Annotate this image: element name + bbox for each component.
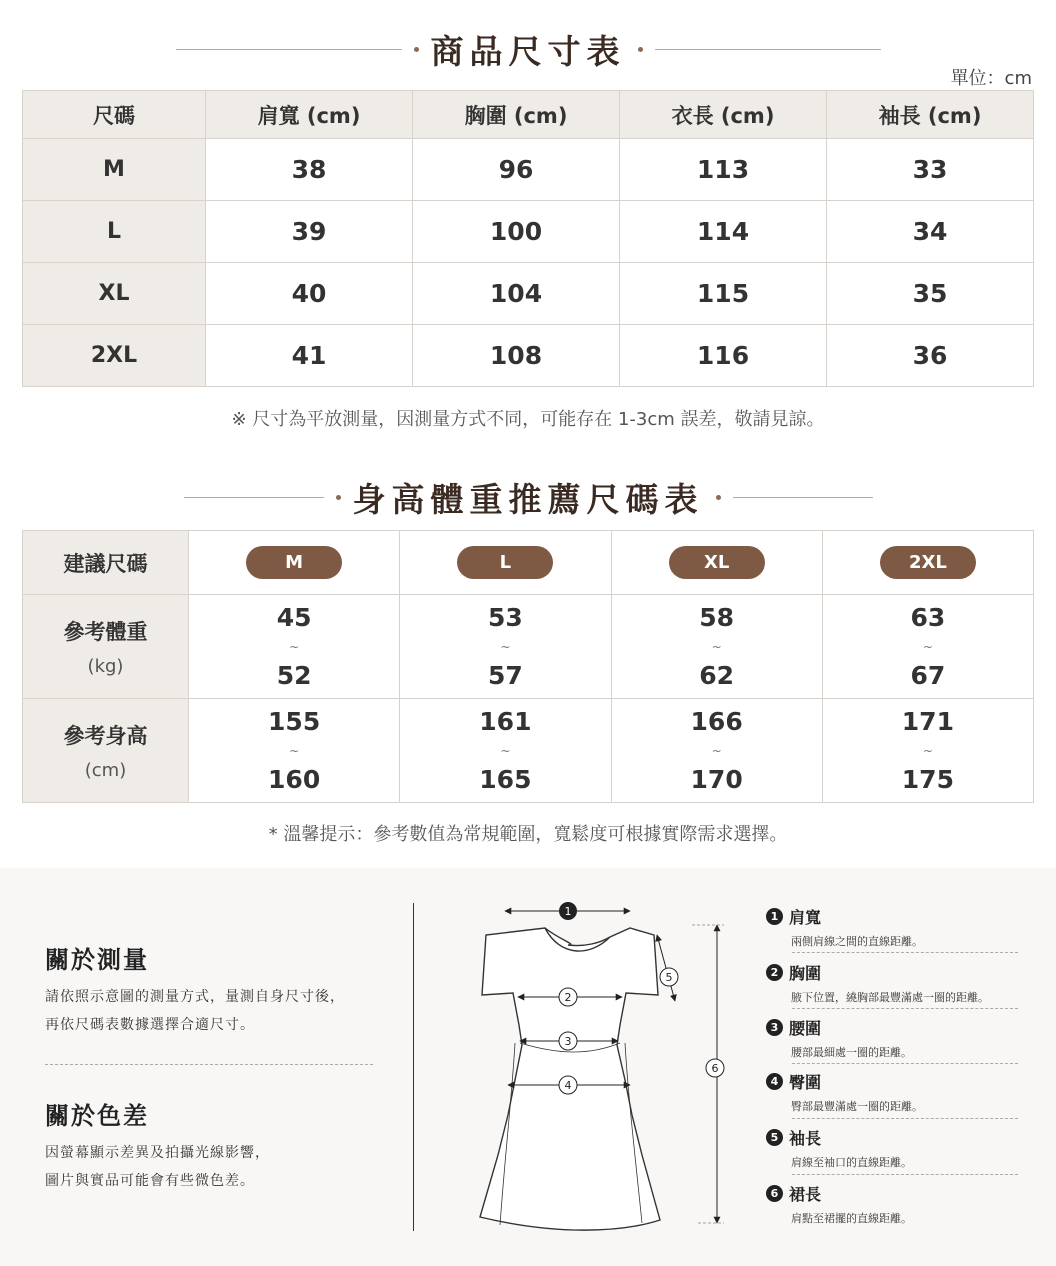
legend-number: 3 xyxy=(766,1019,783,1036)
range-max: 62 xyxy=(699,660,735,690)
weight-cell xyxy=(822,595,1033,699)
size-cell xyxy=(400,531,611,595)
measure-line: 再依尺碼表數據選擇合適尺寸。 xyxy=(45,1017,255,1033)
legend-divider xyxy=(792,1008,1018,1009)
legend-item-shoulder xyxy=(766,905,1018,949)
range-tilde: ~ xyxy=(711,639,722,654)
weight-row-label xyxy=(23,595,189,699)
title-divider xyxy=(176,49,402,50)
range-tilde: ~ xyxy=(922,639,933,654)
svg-text:3: 3 xyxy=(564,1035,572,1048)
header-size: 尺碼 xyxy=(23,91,206,139)
measure-line: 請依照示意圖的測量方式，量測自身尺寸後， xyxy=(45,989,345,1005)
size-row-label: 建議尺碼 xyxy=(23,531,189,595)
svg-text:6: 6 xyxy=(711,1062,719,1075)
legend-number: 1 xyxy=(766,908,783,925)
table-row xyxy=(23,263,1034,325)
diagram-number-5 xyxy=(660,968,678,986)
legend-name: 臀圍 xyxy=(789,1073,822,1092)
svg-text:4: 4 xyxy=(564,1079,572,1092)
legend-name: 胸圍 xyxy=(789,964,822,983)
legend-desc: 臀部最豐滿處一圈的距離。 xyxy=(791,1100,923,1113)
info-divider xyxy=(45,1064,373,1065)
measure-title: 關於測量 xyxy=(45,946,149,974)
range-max: 57 xyxy=(487,660,523,690)
dress-diagram xyxy=(460,895,750,1240)
table-cell: 113 xyxy=(620,139,827,201)
header-sleeve: 袖長 (cm) xyxy=(827,91,1034,139)
title-dot xyxy=(414,47,419,52)
header-length: 衣長 (cm) xyxy=(620,91,827,139)
table-cell: 34 xyxy=(827,201,1034,263)
range-max: 67 xyxy=(910,660,946,690)
legend-number: 4 xyxy=(766,1073,783,1090)
table-cell: 104 xyxy=(413,263,620,325)
legend-item-length xyxy=(766,1182,1018,1226)
range-min: 161 xyxy=(479,706,532,736)
header-bust: 胸圍 (cm) xyxy=(413,91,620,139)
range-tilde: ~ xyxy=(922,743,933,758)
color-text xyxy=(45,1139,270,1195)
range-min: 45 xyxy=(276,602,312,632)
size-cell: XL xyxy=(23,263,206,325)
title-divider xyxy=(655,49,881,50)
table-row xyxy=(23,325,1034,387)
weight-label: 參考體重 xyxy=(63,620,148,644)
height-unit: (cm) xyxy=(84,760,127,781)
table-cell: 41 xyxy=(206,325,413,387)
legend-desc: 肩點至裙擺的直線距離。 xyxy=(791,1212,912,1225)
svg-text:2: 2 xyxy=(564,991,572,1004)
legend-number: 6 xyxy=(766,1185,783,1202)
weight-cell xyxy=(400,595,611,699)
header-shoulder: 肩寬 (cm) xyxy=(206,91,413,139)
range-tilde: ~ xyxy=(500,743,511,758)
table-cell: 115 xyxy=(620,263,827,325)
size-pill: L xyxy=(457,546,553,579)
range-tilde: ~ xyxy=(289,743,300,758)
range-tilde: ~ xyxy=(500,639,511,654)
table-row xyxy=(23,139,1034,201)
legend-name: 腰圍 xyxy=(789,1019,822,1038)
recommendation-title: 身高體重推薦尺碼表 xyxy=(352,480,704,519)
table-cell: 38 xyxy=(206,139,413,201)
vertical-divider xyxy=(413,903,414,1231)
size-pill: 2XL xyxy=(880,546,976,579)
legend-desc: 腋下位置，繞胸部最豐滿處一圈的距離。 xyxy=(791,991,989,1004)
title-divider xyxy=(733,497,873,498)
range-max: 160 xyxy=(268,764,321,794)
recommendation-table xyxy=(22,530,1034,803)
size-cell xyxy=(189,531,400,595)
legend-item-bust xyxy=(766,961,1018,1005)
diagram-number-2 xyxy=(559,988,577,1006)
size-table-header-row xyxy=(23,91,1034,139)
weight-cell xyxy=(189,595,400,699)
height-cell xyxy=(611,699,822,803)
weight-row xyxy=(23,595,1034,699)
legend-divider xyxy=(792,1118,1018,1119)
diagram-number-4 xyxy=(559,1076,577,1094)
legend-divider xyxy=(792,1063,1018,1064)
size-chart-title-row xyxy=(0,26,1056,73)
range-min: 53 xyxy=(487,602,523,632)
size-pill: M xyxy=(246,546,342,579)
height-row xyxy=(23,699,1034,803)
svg-text:1: 1 xyxy=(564,905,572,918)
title-dot xyxy=(716,495,721,500)
legend-name: 裙長 xyxy=(789,1185,822,1204)
diagram-number-1 xyxy=(559,902,577,920)
range-min: 58 xyxy=(699,602,735,632)
measure-text xyxy=(45,983,345,1039)
diagram-number-3 xyxy=(559,1032,577,1050)
legend-divider xyxy=(792,1174,1018,1175)
unit-label: 單位：cm xyxy=(950,68,1032,89)
legend-number: 5 xyxy=(766,1129,783,1146)
range-min: 63 xyxy=(910,602,946,632)
size-chart-title: 商品尺寸表 xyxy=(430,32,626,71)
legend-desc: 肩線至袖口的直線距離。 xyxy=(791,1156,912,1169)
range-tilde: ~ xyxy=(711,743,722,758)
range-tilde: ~ xyxy=(289,639,300,654)
table-cell: 108 xyxy=(413,325,620,387)
size-chart-note: ※ 尺寸為平放測量，因測量方式不同，可能存在 1-3cm 誤差，敬請見諒。 xyxy=(231,409,825,430)
height-cell xyxy=(822,699,1033,803)
size-cell: 2XL xyxy=(23,325,206,387)
color-line: 因螢幕顯示差異及拍攝光線影響， xyxy=(45,1145,270,1161)
range-max: 165 xyxy=(479,764,532,794)
table-row xyxy=(23,201,1034,263)
range-max: 170 xyxy=(690,764,743,794)
legend-desc: 腰部最細處一圈的距離。 xyxy=(791,1046,912,1059)
table-cell: 96 xyxy=(413,139,620,201)
table-cell: 114 xyxy=(620,201,827,263)
table-cell: 116 xyxy=(620,325,827,387)
table-cell: 33 xyxy=(827,139,1034,201)
legend-item-hip xyxy=(766,1070,1018,1114)
range-max: 175 xyxy=(901,764,954,794)
size-table xyxy=(22,90,1034,387)
table-cell: 35 xyxy=(827,263,1034,325)
legend-item-waist xyxy=(766,1016,1018,1060)
size-cell: M xyxy=(23,139,206,201)
table-cell: 100 xyxy=(413,201,620,263)
legend-number: 2 xyxy=(766,964,783,981)
size-cell xyxy=(822,531,1033,595)
range-min: 155 xyxy=(268,706,321,736)
recommendation-note: * 溫馨提示：參考數值為常規範圍，寬鬆度可根據實際需求選擇。 xyxy=(268,824,788,845)
size-row xyxy=(23,531,1034,595)
legend-desc: 兩側肩線之間的直線距離。 xyxy=(791,935,923,948)
diagram-number-6 xyxy=(706,1059,724,1077)
size-pill: XL xyxy=(669,546,765,579)
legend-name: 肩寬 xyxy=(789,908,822,927)
title-divider xyxy=(184,497,324,498)
color-line: 圖片與實品可能會有些微色差。 xyxy=(45,1173,255,1189)
legend-name: 袖長 xyxy=(789,1129,822,1148)
height-cell xyxy=(400,699,611,803)
range-max: 52 xyxy=(276,660,312,690)
size-cell: L xyxy=(23,201,206,263)
legend-divider xyxy=(792,952,1018,953)
table-cell: 36 xyxy=(827,325,1034,387)
height-cell xyxy=(189,699,400,803)
weight-unit: (kg) xyxy=(87,656,124,677)
height-row-label xyxy=(23,699,189,803)
color-title: 關於色差 xyxy=(45,1102,149,1130)
title-dot xyxy=(638,47,643,52)
table-cell: 40 xyxy=(206,263,413,325)
title-dot xyxy=(336,495,341,500)
recommendation-title-row xyxy=(0,474,1056,521)
svg-text:5: 5 xyxy=(665,971,673,984)
range-min: 166 xyxy=(690,706,743,736)
height-label: 參考身高 xyxy=(63,724,148,748)
range-min: 171 xyxy=(901,706,954,736)
legend-item-sleeve xyxy=(766,1126,1018,1170)
size-cell xyxy=(611,531,822,595)
weight-cell xyxy=(611,595,822,699)
table-cell: 39 xyxy=(206,201,413,263)
